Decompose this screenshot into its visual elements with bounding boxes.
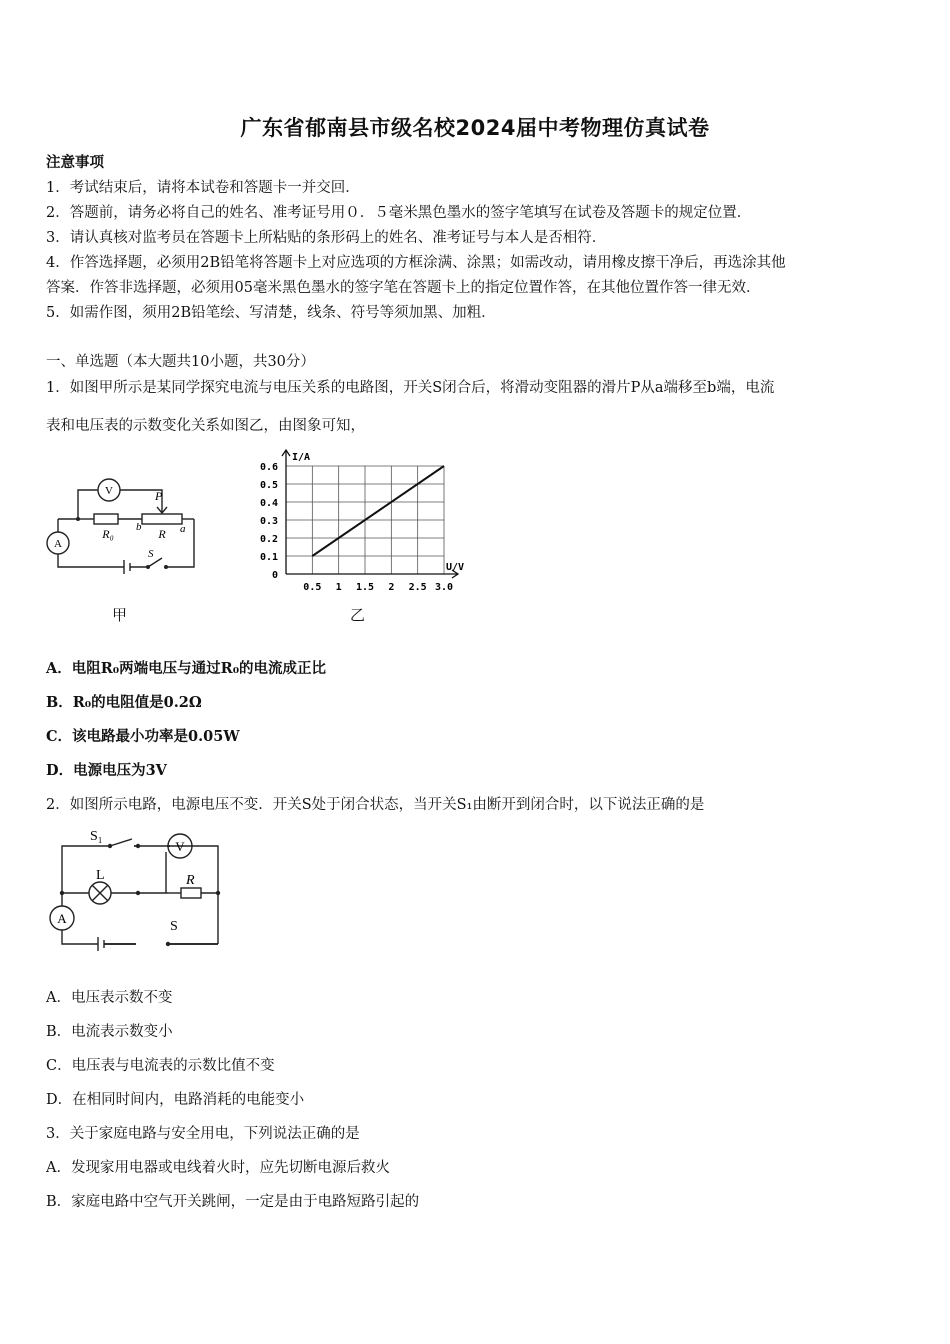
question-3-stem: 3．关于家庭电路与安全用电，下列说法正确的是 xyxy=(46,1126,360,1142)
x-tick-label: 1 xyxy=(335,582,342,593)
switch-s-label: S xyxy=(148,548,154,560)
option-c: C．该电路最小功率是0.05W xyxy=(46,728,240,745)
question-1-stem: 1．如图甲所示是某同学探究电流与电压关系的电路图，开关S闭合后，将滑动变阻器的滑片P从a端移至b端，电流 xyxy=(46,380,775,396)
page-title: 广东省郁南县市级名校2024届中考物理仿真试卷 xyxy=(240,116,710,140)
q2-option-b: B．电流表示数变小 xyxy=(46,1024,173,1040)
y-axis-label: I/A xyxy=(292,452,311,463)
resistor-r xyxy=(181,888,201,898)
voltmeter-label: V xyxy=(175,839,185,854)
ammeter-label: A xyxy=(57,911,67,926)
option-d: D．电源电压为3V xyxy=(46,762,167,779)
r0-label: R₀ xyxy=(102,527,114,541)
lamp-label: L xyxy=(96,868,105,883)
q3-option-b: B．家庭电路中空气开关跳闸，一定是由于电路短路引起的 xyxy=(46,1194,420,1210)
y-tick-label: 0.3 xyxy=(259,516,278,527)
resistor-label: R xyxy=(186,873,195,888)
figure-jia-label: 甲 xyxy=(112,606,128,624)
graph-yi xyxy=(250,448,475,600)
r-label: R xyxy=(158,527,166,541)
notice-heading: 注意事项 xyxy=(46,154,104,171)
y-tick-label: 0 xyxy=(271,570,278,581)
end-a-label: a xyxy=(180,523,186,535)
q3-option-a: A．发现家用电器或电线着火时，应先切断电源后救火 xyxy=(46,1160,390,1176)
notice-item: 1．考试结束后，请将本试卷和答题卡一并交回． xyxy=(46,180,360,196)
option-b: B．R₀的电阻值是0.2Ω xyxy=(46,694,202,711)
y-tick-label: 0.2 xyxy=(259,534,278,545)
notice-item: 4．作答选择题，必须用2B铅笔将答题卡上对应选项的方框涂满、涂黑；如需改动，请用橡皮擦干净后，再选涂其他 xyxy=(46,255,786,271)
circuit-diagram-q2 xyxy=(40,822,230,952)
question-2-stem: 2．如图所示电路，电源电压不变．开关S处于闭合状态，当开关S₁由断开到闭合时，以下说法正确的是 xyxy=(46,797,705,813)
option-a: A．电阻R₀两端电压与通过R₀的电流成正比 xyxy=(46,660,327,677)
end-b-label: b xyxy=(136,521,142,533)
y-tick-label: 0.5 xyxy=(259,480,278,491)
x-tick-label: 2 xyxy=(388,582,395,593)
notice-item: 3．请认真核对监考员在答题卡上所粘贴的条形码上的姓名、准考证号与本人是否相符． xyxy=(46,230,607,246)
section-heading: 一、单选题（本大题共10小题，共30分） xyxy=(46,354,315,370)
rheostat-r xyxy=(142,514,182,524)
notice-item: 2．答题前，请务必将自己的姓名、准考证号用０．５毫米黑色墨水的签字笔填写在试卷及答题卡的规定位置． xyxy=(46,205,752,221)
x-tick-label: 3.0 xyxy=(434,582,454,593)
data-line-r0 xyxy=(312,466,444,556)
switch-s-label: S xyxy=(170,919,178,934)
notice-item: 5．如需作图，须用2B铅笔绘、写清楚，线条、符号等须加黑、加粗． xyxy=(46,305,496,321)
y-tick-label: 0.6 xyxy=(259,462,278,473)
y-tick-label: 0.4 xyxy=(259,498,278,509)
x-axis-label: U/V xyxy=(446,562,465,573)
q2-option-d: D．在相同时间内，电路消耗的电能变小 xyxy=(46,1092,305,1108)
q2-option-a: A．电压表示数不变 xyxy=(46,990,173,1006)
y-tick-label: 0.1 xyxy=(259,552,278,563)
resistor-r0 xyxy=(94,514,118,524)
slider-p-label: P xyxy=(155,489,163,503)
ammeter-label: A xyxy=(54,538,62,550)
circuit-diagram-jia xyxy=(44,472,204,582)
x-tick-label: 2.5 xyxy=(408,582,427,593)
q2-option-c: C．电压表与电流表的示数比值不变 xyxy=(46,1058,275,1074)
question-1-stem-continued: 表和电压表的示数变化关系如图乙，由图象可知， xyxy=(46,418,365,434)
switch-s1-label: S₁ xyxy=(90,829,103,844)
voltmeter-label: V xyxy=(105,485,113,497)
x-tick-label: 1.5 xyxy=(355,582,375,593)
x-tick-label: 0.5 xyxy=(303,582,322,593)
figure-yi-label: 乙 xyxy=(350,606,366,624)
notice-item: 答案．作答非选择题，必须用05毫米黑色墨水的签字笔在答题卡上的指定位置作答，在其他位置作答一律无效． xyxy=(46,280,761,296)
